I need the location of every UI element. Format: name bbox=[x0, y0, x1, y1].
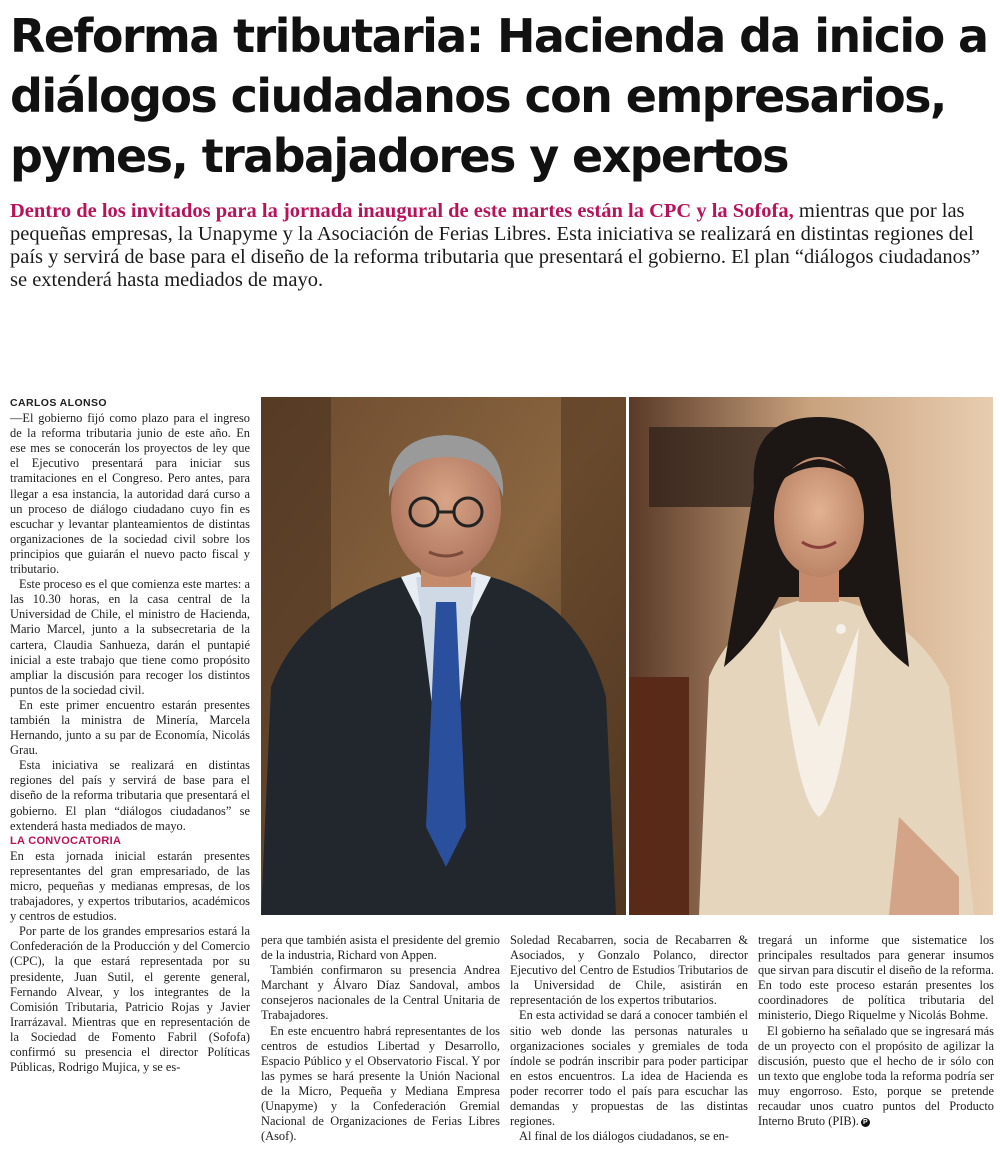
subhead-convocatoria: LA CONVOCATORIA bbox=[10, 834, 122, 847]
paragraph: pera que también asista el presidente del gremio de la industria, Richard von Appen. bbox=[261, 933, 500, 963]
paragraph: tregará un informe que sistematice los principales resultados para generar insumos que sirvan para discutir el diseño de la reforma. En todo este proceso estarán presentes los coordinadores de política tributaria del ministerio, Diego Riquelme y Nicolás Bohme. bbox=[758, 933, 994, 1023]
column-2 bbox=[261, 933, 500, 1144]
end-mark-icon: P bbox=[861, 1118, 870, 1127]
paragraph: En este encuentro habrá representantes de los centros de estudios Libertad y Desarrollo, Espacio Público y el Observatorio Fiscal. Y por las pymes se hará presente la Unión Nacional de la Micro, Pequeña y Mediana Empresa (Unapyme) y la Confederación Gremial Nacional de Organizaciones de Ferias Libres (Asof). bbox=[261, 1023, 500, 1144]
photo-undersecretary bbox=[629, 397, 993, 915]
photo-undersecretary-illustration bbox=[629, 397, 993, 915]
paragraph: En esta jornada inicial estarán presentes representantes del gran empresariado, de las micro, pequeñas y medianas empresas, de los trabajadores, y expertos tributarios, académicos y centros de estudios. bbox=[10, 848, 250, 924]
paragraph: En este primer encuentro estarán presentes también la ministra de Minería, Marcela Hernando, junto a su par de Economía, Nicolás Grau. bbox=[10, 697, 250, 758]
lead-paragraph bbox=[10, 200, 995, 292]
paragraph: También confirmaron su presencia Andrea Marchant y Álvaro Díaz Sandoval, ambos consejeros nacionales de la Central Unitaria de Trabajadores. bbox=[261, 963, 500, 1023]
paragraph: Esta iniciativa se realizará en distintas regiones del país y servirá de base para el diseño de la reforma tributaria que presentará el gobierno. El plan “diálogos ciudadanos” se extenderá hasta mediados de mayo. bbox=[10, 758, 250, 833]
paragraph: Al final de los diálogos ciudadanos, se en- bbox=[519, 1129, 729, 1144]
column-3 bbox=[510, 933, 748, 1144]
photo-minister-illustration bbox=[261, 397, 626, 915]
byline: CARLOS ALONSO bbox=[10, 397, 107, 409]
paragraph: Por parte de los grandes empresarios estará la Confederación de la Producción y del Comercio (CPC), la que estará representada por su presidente, Juan Sutil, el gerente general, Fernando Alvear, y los integrantes de la Comisión Tributaria, Patricio Rojas y Javier Irarrázaval. Mientras que en representación de la Sociedad de Fomento Fabril (Sofofa) confirmó su presencia el director Políticas Públicas, Rodrigo Mujica, y se es- bbox=[10, 924, 250, 1075]
headline: Reforma tributaria: Hacienda da inicio a diálogos ciudadanos con empresarios, pymes, trabajadores y expertos bbox=[10, 9, 988, 183]
paragraph-text: El gobierno ha señalado que se ingresará más de un proyecto con el propósito de agilizar la discusión, puesto que el hecho de ir sólo con un texto que englobe toda la reforma podría ser muy engorroso. Esto, porque se pretende recaudar unos cuatro puntos del Producto Interno Bruto (PIB). bbox=[758, 1023, 994, 1129]
column-1-top bbox=[10, 396, 250, 1075]
photo-minister bbox=[261, 397, 626, 915]
paragraph: En esta actividad se dará a conocer también el sitio web donde las personas naturales u organizaciones sociales y gremiales de toda índole se podrán inscribir para poder participar en estos encuentros. La idea de Hacienda es poder recorrer todo el país para escuchar las demandas y propuestas de las distintas regiones. bbox=[510, 1008, 748, 1129]
column-4 bbox=[758, 933, 994, 1129]
lead-highlight: Dentro de los invitados para la jornada inaugural de este martes están la CPC y la Sofofa, bbox=[10, 200, 794, 222]
lead-text: mientras que por las pequeñas empresas, la Unapyme y la Asociación de Ferias Libres. Esta iniciativa se realizará en distintas regiones del país y servirá de base para el diseño de la reforma tributaria que presentará el gobierno. El plan “diálogos ciudadanos” se extenderá hasta mediados de mayo. bbox=[10, 200, 980, 291]
paragraph: —El gobierno fijó como plazo para el ingreso de la reforma tributaria junio de este año. En ese mes se conocerán los proyectos de ley que el Ejecutivo presentará para iniciar sus tramitaciones en el Congreso. Pero antes, para llegar a esa instancia, la autoridad dará curso a un proceso de diálogo ciudadano cuyo fin es escuchar y levantar planteamientos de distintas organizaciones de la sociedad civil sobre los principios que guiarán el nuevo pacto fiscal y tributario. bbox=[10, 411, 250, 577]
paragraph bbox=[758, 1024, 994, 1130]
paragraph: Este proceso es el que comienza este martes: a las 10.30 horas, en la casa central de la Universidad de Chile, el ministro de Hacienda, Mario Marcel, junto a la subsecretaria de la cartera, Claudia Sanhueza, darán el puntapié inicial a este trabajo que tiene como propósito ampliar la discusión para recoger los distintos puntos de la sociedad civil. bbox=[10, 577, 250, 697]
paragraph: Soledad Recabarren, socia de Recabarren & Asociados, y Gonzalo Polanco, director Ejecutivo del Centro de Estudios Tributarios de la Universidad de Chile, asistirán en representación de los expertos tributarios. bbox=[510, 933, 748, 1008]
